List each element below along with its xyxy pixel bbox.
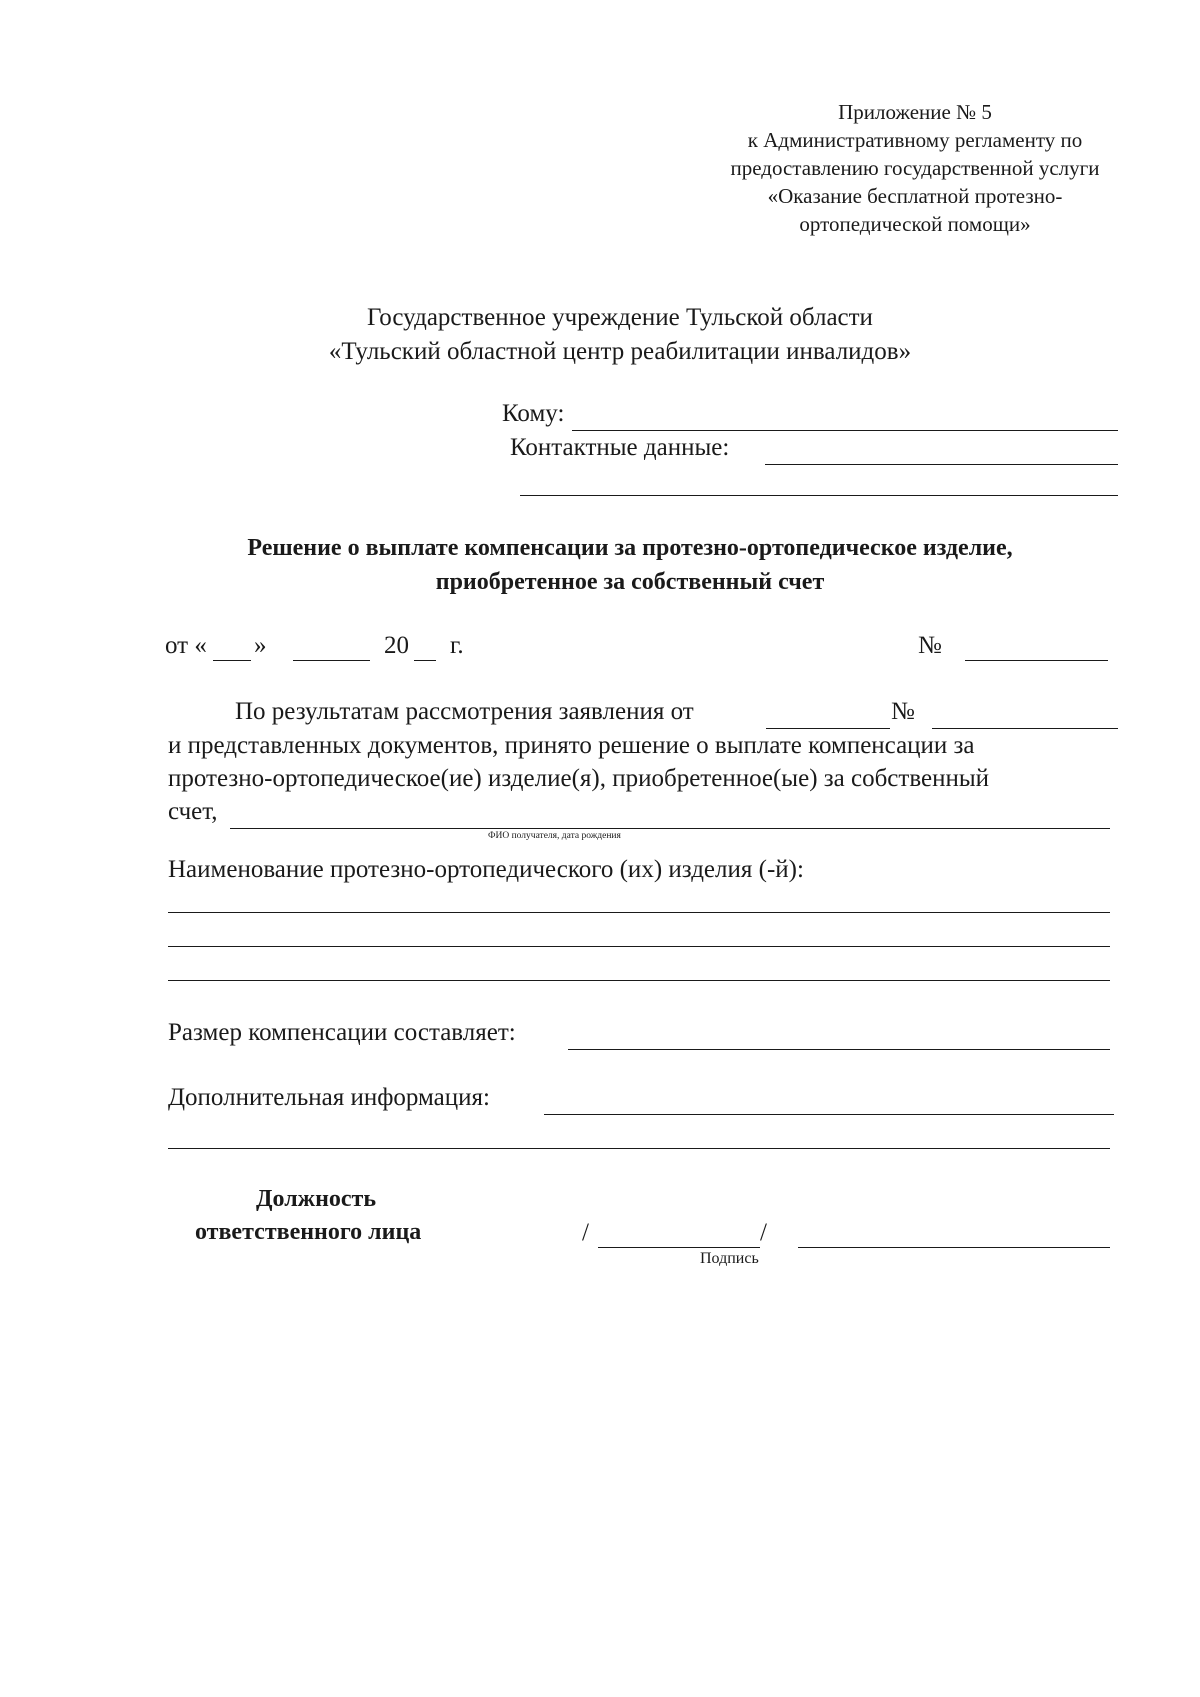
application-date-field[interactable] [766,728,890,729]
product-field-line-2[interactable] [168,946,1110,947]
body-line-1: По результатам рассмотрения заявления от [235,698,694,725]
appendix-line-4: «Оказание бесплатной протезно- [767,184,1063,208]
date-from-label: от « [165,632,207,659]
body-line-3: протезно-ортопедическое(ие) изделие(я), приобретенное(ые) за собственный [168,765,990,792]
decision-number-label: № [918,632,942,659]
position-title-line-1: Должность [256,1186,377,1212]
organization-line-2: «Тульский областной центр реабилитации инвалидов» [328,338,912,365]
application-number-label: № [891,698,915,725]
appendix-line-5: ортопедической помощи» [799,212,1031,236]
appendix-line-2: к Административному регламенту по [747,128,1083,152]
decision-title-line-1: Решение о выплате компенсации за протезно-ортопедическое изделие, [247,535,1013,561]
date-month-field[interactable] [293,660,370,661]
signature-hint: Подпись [700,1250,759,1267]
date-year-suffix: г. [450,632,464,659]
signature-slash-right: / [760,1219,767,1246]
recipient-name-hint: ФИО получателя, дата рождения [488,831,621,841]
to-label: Кому: [502,400,565,427]
decision-number-field[interactable] [965,660,1108,661]
product-label: Наименование протезно-ортопедического (их) изделия (-й): [168,856,804,883]
to-field-line[interactable] [572,430,1118,431]
date-quote-close: » [254,632,267,659]
signature-slash-left: / [582,1219,589,1246]
decision-title-line-2: приобретенное за собственный счет [435,569,825,595]
decision-title [170,531,1090,599]
date-day-field[interactable] [213,660,251,661]
additional-info-label: Дополнительная информация: [168,1084,490,1111]
recipient-name-field[interactable] [230,828,1110,829]
body-line-2: и представленных документов, принято решение о выплате компенсации за [168,732,975,759]
appendix-header [680,98,1150,238]
date-year-field[interactable] [414,660,436,661]
appendix-number: Приложение № 5 [838,100,992,124]
signature-field[interactable] [598,1247,760,1248]
body-line-4: счет, [168,798,218,825]
position-title-line-2: ответственного лица [195,1219,422,1245]
signature-name-field[interactable] [798,1247,1110,1248]
additional-info-field-1[interactable] [544,1114,1114,1115]
additional-info-field-2[interactable] [168,1148,1110,1149]
organization-line-1: Государственное учреждение Тульской области [367,304,873,331]
product-field-line-3[interactable] [168,980,1110,981]
contacts-field-line-2[interactable] [520,495,1118,496]
product-field-line-1[interactable] [168,912,1110,913]
compensation-label: Размер компенсации составляет: [168,1019,516,1046]
appendix-line-3: предоставлению государственной услуги [730,156,1100,180]
organization-name [300,301,940,369]
date-year-label: 20 [384,632,409,659]
contacts-field-line[interactable] [765,464,1118,465]
application-number-field[interactable] [932,728,1118,729]
compensation-field[interactable] [568,1049,1110,1050]
contacts-label: Контактные данные: [510,434,730,461]
